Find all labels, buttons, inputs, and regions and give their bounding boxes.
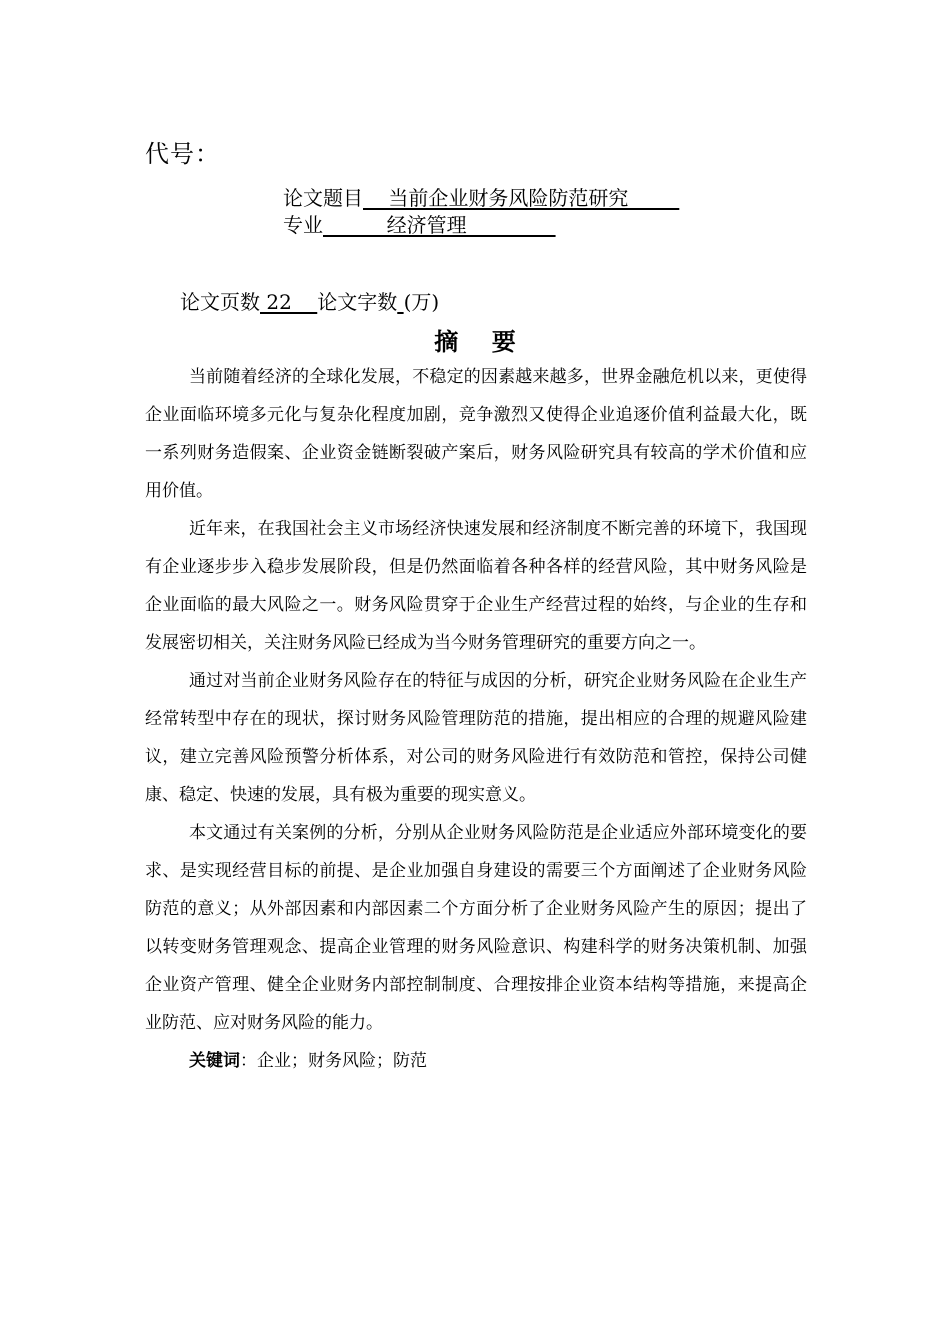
pages-label: 论文页数 [180, 290, 260, 314]
thesis-major-label: 专业 [283, 213, 323, 237]
abstract-body [145, 358, 807, 1080]
thesis-major-line [283, 212, 556, 238]
thesis-title-line [283, 185, 679, 211]
keywords-value: 企业；财务风险；防范 [257, 1051, 427, 1071]
pages-value: 22 [260, 290, 318, 314]
keywords-line [145, 1042, 807, 1080]
words-unit: (万) [403, 290, 440, 314]
thesis-pages-line [180, 286, 439, 315]
keywords-separator: ： [240, 1051, 257, 1071]
thesis-title-label: 论文题目 [283, 186, 363, 210]
abstract-paragraph: 通过对当前企业财务风险存在的特征与成因的分析，研究企业财务风险在企业生产经常转型中存在的现状，探讨财务风险管理防范的措施，提出相应的合理的规避风险建议，建立完善风险预警分析体系，对公司的财务风险进行有效防范和管控，保持公司健康、稳定、快速的发展，具有极为重要的现实意义。 [145, 671, 807, 805]
abstract-paragraph: 本文通过有关案例的分析，分别从企业财务风险防范是企业适应外部环境变化的要求、是实现经营目标的前提、是企业加强自身建设的需要三个方面阐述了企业财务风险防范的意义；从外部因素和内部因素二个方面分析了企业财务风险产生的原因；提出了以转变财务管理观念、提高企业管理的财务风险意识、构建科学的财务决策机制、加强企业资产管理、健全企业财务内部控制制度、合理按排企业资本结构等措施，来提高企业防范、应对财务风险的能力。 [145, 823, 807, 1033]
thesis-title-value: 当前企业财务风险防范研究 [363, 186, 680, 210]
keywords-label: 关键词 [189, 1051, 240, 1071]
abstract-paragraph: 当前随着经济的全球化发展，不稳定的因素越来越多，世界金融危机以来，更使得企业面临环境多元化与复杂化程度加剧，竞争激烈又使得企业追逐价值利益最大化，既一系列财务造假案、企业资金链断裂破产案后，财务风险研究具有较高的学术价值和应用价值。 [145, 367, 807, 501]
words-label: 论文字数 [317, 290, 398, 314]
abstract-heading: 摘 要 [434, 328, 516, 356]
thesis-major-value: 经济管理 [323, 213, 556, 237]
code-label: 代号： [145, 140, 220, 168]
abstract-paragraph: 近年来，在我国社会主义市场经济快速发展和经济制度不断完善的环境下，我国现有企业逐步步入稳步发展阶段，但是仍然面临着各种各样的经营风险，其中财务风险是企业面临的最大风险之一。财务风险贯穿于企业生产经营过程的始终，与企业的生存和发展密切相关，关注财务风险已经成为当今财务管理研究的重要方向之一。 [145, 519, 807, 653]
